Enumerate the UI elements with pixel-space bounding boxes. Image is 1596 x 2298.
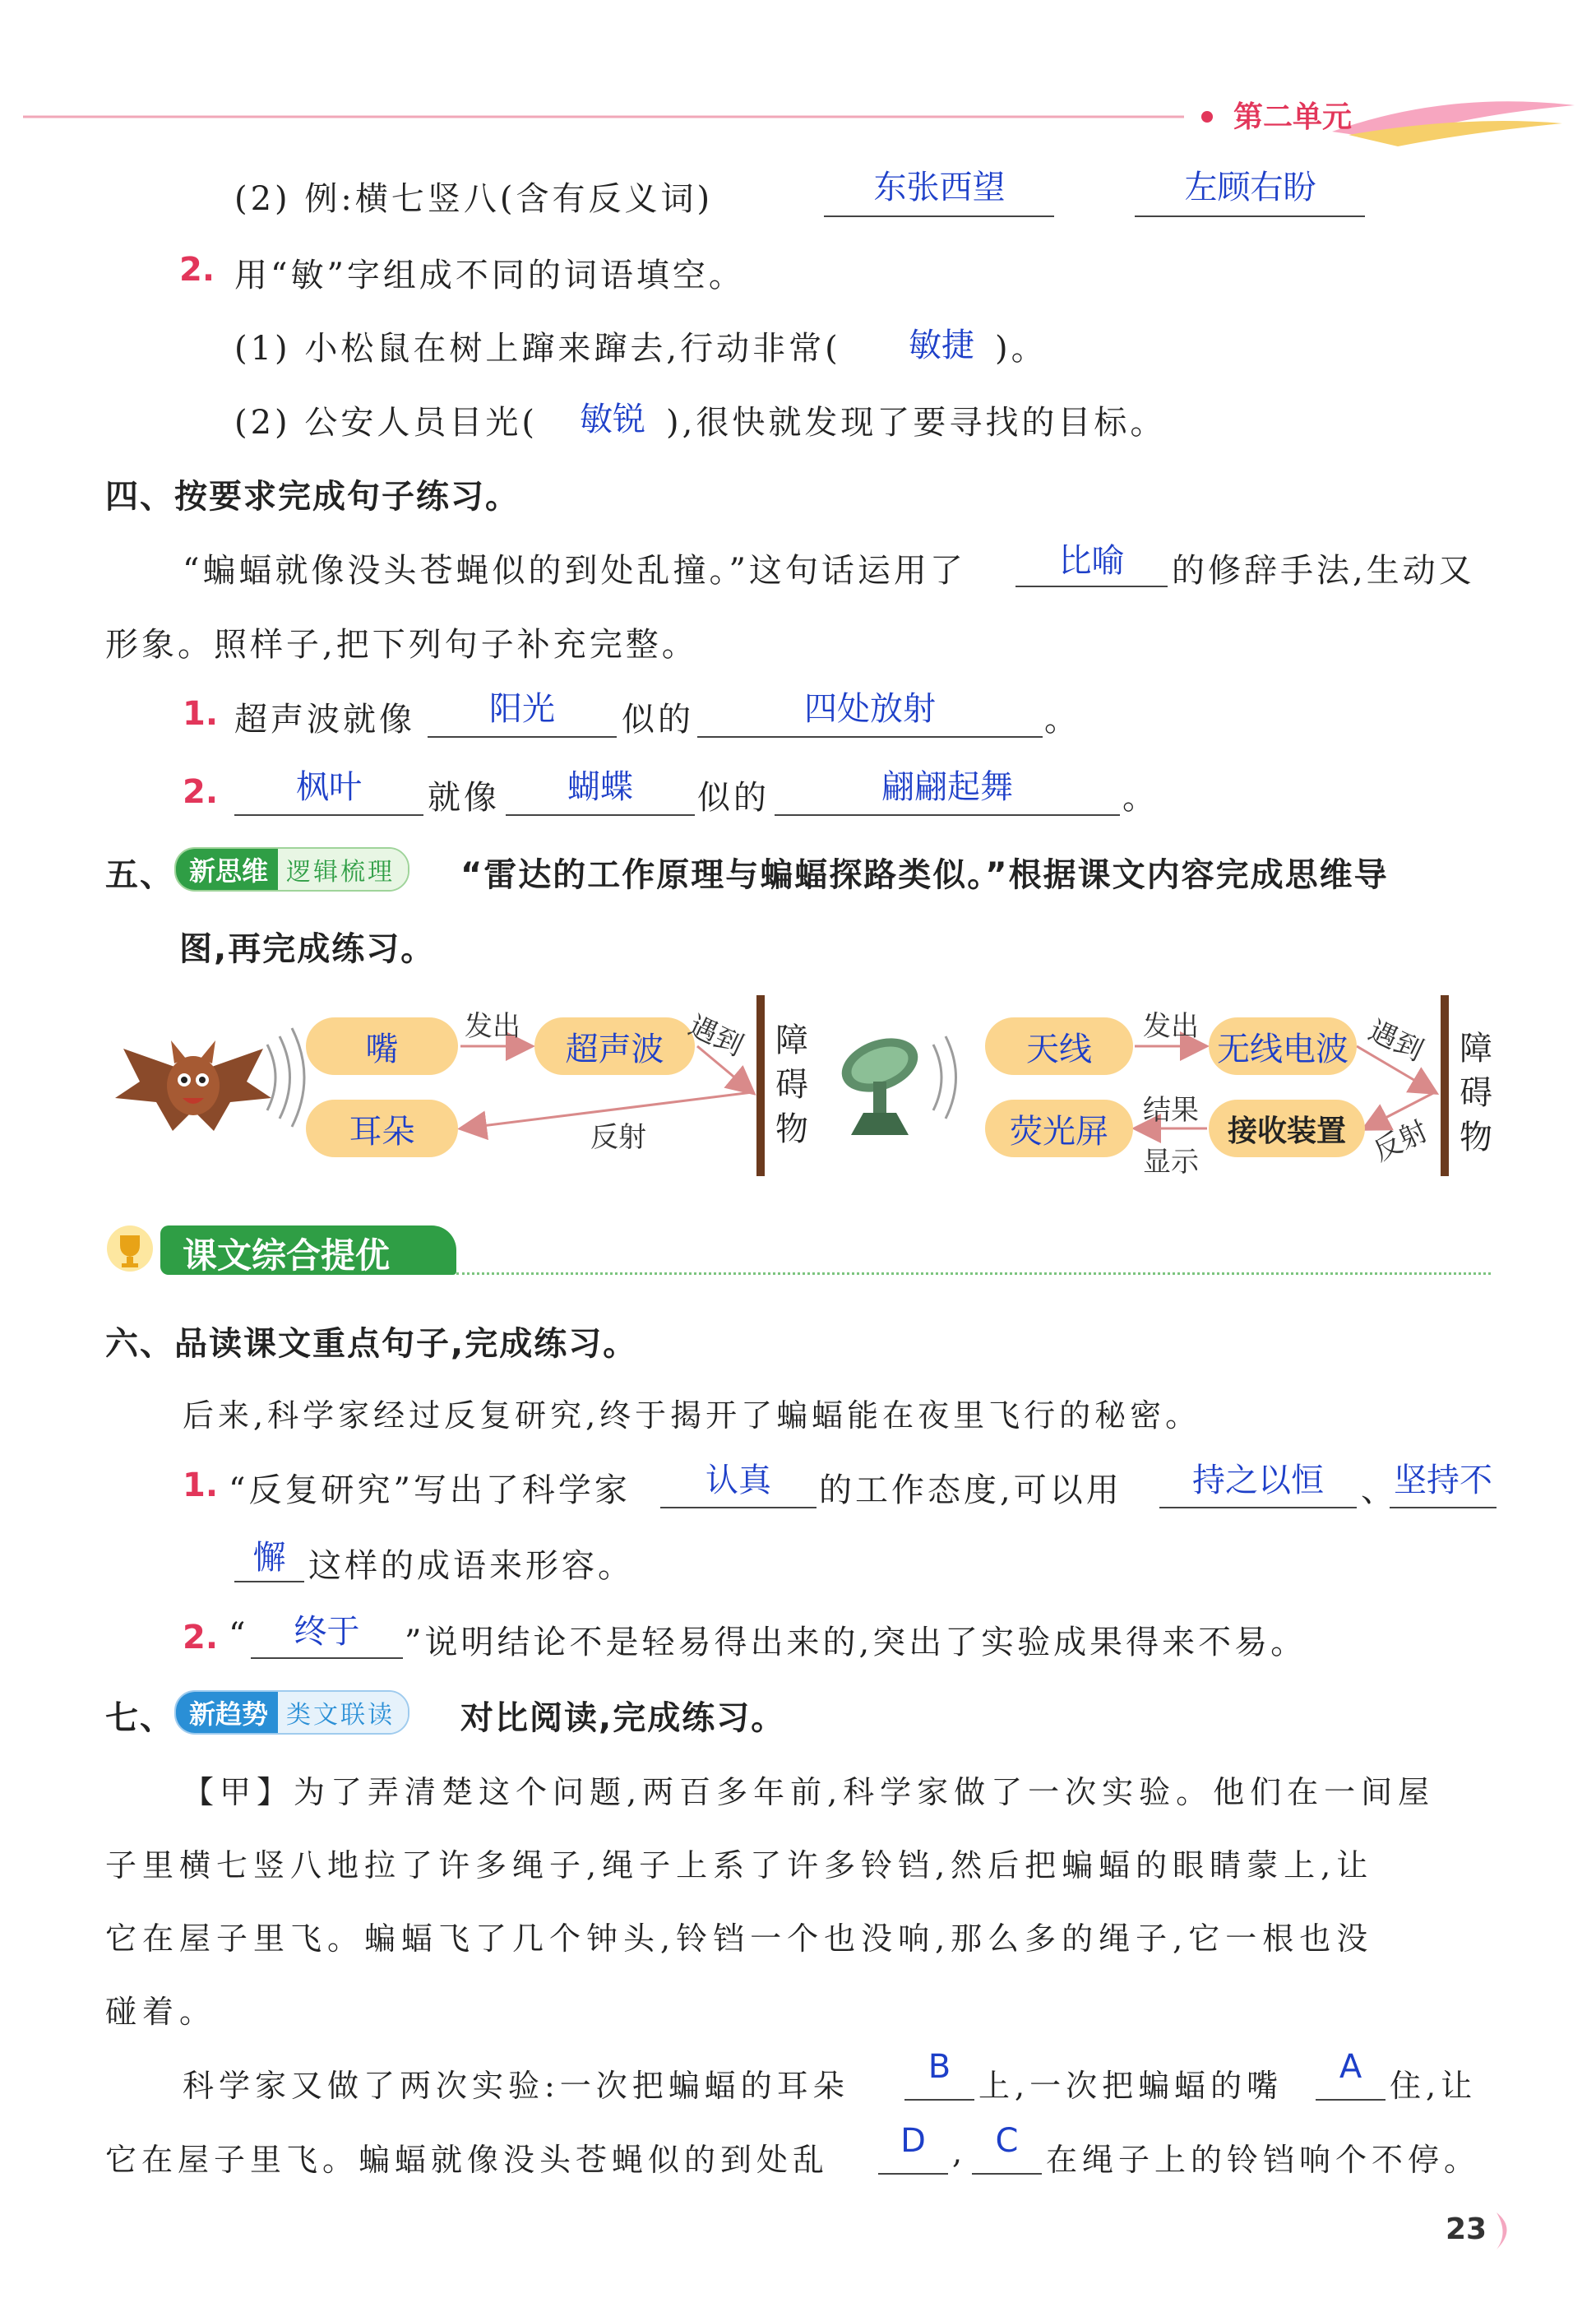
blank-line — [506, 814, 695, 816]
answer-zhongyu: 终于 — [294, 1613, 360, 1651]
new-trend-tag — [174, 1690, 409, 1735]
edge-label-emit: 发出 — [1143, 1010, 1199, 1043]
s4-intro1-pre: “蝙蝠就像没头苍蝇似的到处乱撞。”这句话运用了 — [183, 552, 966, 590]
s4-q1-end: 。 — [1044, 701, 1080, 739]
s4-intro1-post: 的修辞手法,生动又 — [1172, 552, 1475, 590]
edge-label-display: 显示 — [1143, 1146, 1199, 1179]
s6-q1-sep: 、 — [1361, 1471, 1397, 1509]
blank-line — [660, 1507, 817, 1508]
obstacle-char: 物 — [1460, 1119, 1492, 1156]
node-screen: 荧光屏 — [985, 1100, 1133, 1157]
node-radio-wave: 无线电波 — [1209, 1017, 1357, 1075]
edge-label-result: 结果 — [1143, 1094, 1199, 1127]
edge-label-meet: 遇到 — [683, 1009, 748, 1063]
answer-fengye: 枫叶 — [296, 768, 362, 806]
question-title: 用“敏”字组成不同的词语填空。 — [234, 257, 745, 294]
obstacle-char: 障 — [1460, 1030, 1492, 1068]
obstacle-char: 障 — [775, 1022, 808, 1059]
question-number: 1. — [183, 1466, 219, 1504]
bat-icon — [107, 1024, 280, 1147]
q2-2-pre: (2) 公安人员目光( — [234, 404, 538, 442]
q2-2-post: ),很快就发现了要寻找的目标。 — [666, 404, 1167, 442]
answer-jianchi-b: 懈 — [252, 1539, 286, 1577]
s6-q1-mid: 的工作态度,可以用 — [819, 1471, 1122, 1509]
answer-biyu: 比喻 — [1058, 542, 1125, 580]
blank-line — [234, 814, 423, 816]
edge-label-meet: 遇到 — [1363, 1014, 1428, 1068]
blank-line — [234, 1581, 304, 1582]
question-number: 1. — [183, 695, 219, 733]
answer-yangguang: 阳光 — [489, 690, 555, 728]
s4-q2-end: 。 — [1122, 779, 1159, 817]
s6-q2-pre: “ — [229, 1616, 249, 1654]
question-number: 2. — [183, 1619, 219, 1656]
q2-1-post: )。 — [995, 330, 1048, 368]
edge-label-reflect: 反射 — [1368, 1114, 1433, 1169]
answer-zuogu: 左顾右盼 — [1184, 169, 1316, 206]
q2-1-pre: (1) 小松鼠在树上蹿来蹿去,行动非常( — [234, 330, 841, 368]
page-number: 23 — [1446, 2212, 1487, 2246]
section-5-number: 五、 — [105, 856, 174, 894]
answer-c: C — [995, 2122, 1019, 2160]
blank-line — [697, 736, 1043, 738]
blank-line — [1135, 215, 1365, 217]
blank-line — [775, 814, 1120, 816]
s4-q2-mid2: 似的 — [697, 779, 770, 817]
blank-line — [251, 1657, 403, 1659]
para2-l1-mid: 上,一次把蝙蝠的嘴 — [978, 2068, 1284, 2104]
para1-line2: 子里横七竖八地拉了许多绳子,绳子上系了许多铃铛,然后把蝙蝠的眼睛蒙上,让 — [105, 1847, 1374, 1883]
obstacle-char: 碍 — [1460, 1074, 1492, 1112]
tag-right-label: 逻辑梳理 — [278, 849, 408, 890]
blank-line — [1316, 2099, 1386, 2101]
obstacle-bar — [756, 995, 765, 1176]
blank-line — [878, 2173, 948, 2175]
para2-l1-pre: 科学家又做了两次实验:一次把蝙蝠的耳朵 — [183, 2068, 849, 2104]
obstacle-bar — [1441, 995, 1449, 1176]
blank-line — [428, 736, 617, 738]
s4-intro2: 形象。照样子,把下列句子补充完整。 — [105, 626, 698, 664]
answer-a: A — [1339, 2048, 1362, 2086]
trophy-icon — [105, 1224, 155, 1273]
question-number: 2. — [179, 251, 215, 289]
s4-q1-mid: 似的 — [622, 701, 694, 739]
answer-chizhi: 持之以恒 — [1192, 1462, 1324, 1499]
header-line-svg — [0, 82, 1596, 148]
blank-line — [824, 215, 1054, 217]
answer-renzhen: 认真 — [705, 1462, 771, 1499]
section-5-title-line2: 图,再完成练习。 — [179, 930, 436, 968]
obstacle-char: 物 — [775, 1110, 808, 1148]
section-6-quote: 后来,科学家经过反复研究,终于揭开了蝙蝠能在夜里飞行的秘密。 — [183, 1397, 1201, 1434]
para2-l2-sep: , — [952, 2134, 966, 2171]
section-5-title-line1: “雷达的工作原理与蝙蝠探路类似。”根据课文内容完成思维导 — [460, 856, 1389, 894]
new-thinking-tag — [174, 847, 409, 892]
answer-d: D — [900, 2122, 926, 2160]
blank-line — [1390, 1507, 1497, 1508]
para1-line1: 【甲】为了弄清楚这个问题,两百多年前,科学家做了一次实验。他们在一间屋 — [183, 1774, 1436, 1810]
edge-label-reflect: 反射 — [590, 1121, 646, 1154]
answer-hudie: 蝴蝶 — [567, 768, 633, 806]
tag-left-label: 新思维 — [176, 849, 278, 890]
answer-sichu: 四处放射 — [804, 690, 936, 728]
para2-l2-pre: 它在屋子里飞。蝙蝠就像没头苍蝇似的到处乱 — [105, 2142, 830, 2178]
tag-right-label: 类文联读 — [278, 1692, 408, 1733]
answer-minrui: 敏锐 — [580, 401, 645, 438]
radar-antenna-icon — [830, 1024, 929, 1139]
q1-2-prefix: (2) 例:横七竖八(含有反义词) — [234, 180, 714, 218]
node-ear: 耳朵 — [306, 1100, 458, 1157]
question-number: 2. — [183, 773, 219, 811]
banner-title: 课文综合提优 — [183, 1235, 391, 1276]
unit-label: 第二单元 — [1233, 100, 1353, 134]
s6-q1-pre: “反复研究”写出了科学家 — [229, 1471, 631, 1509]
s6-q1-post: 这样的成语来形容。 — [308, 1547, 634, 1585]
edge-label-emit: 发出 — [465, 1010, 520, 1043]
node-mouth: 嘴 — [306, 1017, 458, 1075]
blank-line — [1159, 1507, 1357, 1508]
para2-l2-post: 在绳子上的铃铛响个不停。 — [1046, 2142, 1481, 2178]
answer-minjie: 敏捷 — [909, 327, 974, 364]
page-number-swoosh — [1472, 2208, 1521, 2258]
section-7-title: 对比阅读,完成练习。 — [460, 1699, 786, 1737]
section-7-number: 七、 — [105, 1699, 174, 1737]
node-receiver: 接收装置 — [1209, 1100, 1365, 1157]
blank-line — [904, 2099, 974, 2101]
s4-q2-mid1: 就像 — [428, 779, 500, 817]
node-ultrasound: 超声波 — [534, 1017, 695, 1075]
section-6-title: 六、品读课文重点句子,完成练习。 — [105, 1325, 638, 1363]
s4-q1-pre: 超声波就像 — [234, 701, 415, 739]
para1-line3: 它在屋子里飞。蝙蝠飞了几个钟头,铃铛一个也没响,那么多的绳子,它一根也没 — [105, 1920, 1374, 1957]
node-antenna: 天线 — [985, 1017, 1133, 1075]
tag-left-label: 新趋势 — [176, 1692, 278, 1733]
blank-line — [972, 2173, 1042, 2175]
answer-pianpian: 翩翩起舞 — [881, 768, 1013, 806]
banner-dotted-line — [456, 1272, 1491, 1275]
answer-b: B — [928, 2048, 951, 2086]
answer-dongzhang: 东张西望 — [873, 169, 1006, 206]
section-4-title: 四、按要求完成句子练习。 — [105, 478, 520, 516]
para1-line4: 碰着。 — [105, 1994, 217, 2030]
answer-jianchi-a: 坚持不 — [1394, 1462, 1492, 1499]
blank-line — [1015, 586, 1168, 587]
obstacle-char: 碍 — [775, 1066, 808, 1104]
para2-l1-post: 住,让 — [1390, 2068, 1478, 2104]
s6-q2-post: ”说明结论不是轻易得出来的,突出了实验成果得来不易。 — [405, 1624, 1307, 1661]
